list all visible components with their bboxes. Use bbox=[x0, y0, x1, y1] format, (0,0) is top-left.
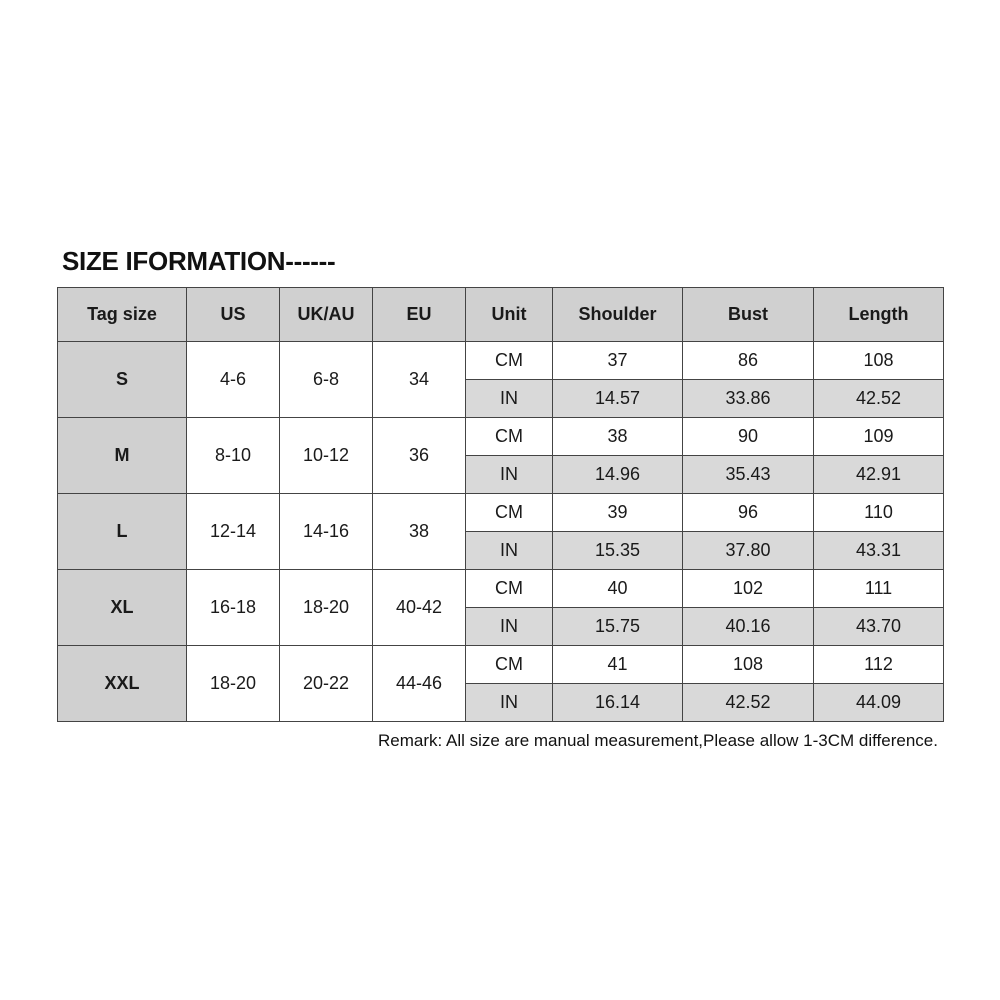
bust-cell: 42.52 bbox=[683, 684, 814, 722]
bust-cell: 90 bbox=[683, 418, 814, 456]
bust-cell: 108 bbox=[683, 646, 814, 684]
unit-cell: CM bbox=[466, 646, 553, 684]
header-uk-au: UK/AU bbox=[280, 288, 373, 342]
bust-cell: 35.43 bbox=[683, 456, 814, 494]
uk-au-size-cell: 18-20 bbox=[280, 570, 373, 646]
size-chart-table bbox=[57, 287, 944, 722]
us-size-cell: 8-10 bbox=[187, 418, 280, 494]
eu-size-cell: 34 bbox=[373, 342, 466, 418]
eu-size-cell: 36 bbox=[373, 418, 466, 494]
length-cell: 111 bbox=[814, 570, 944, 608]
shoulder-cell: 37 bbox=[553, 342, 683, 380]
length-cell: 110 bbox=[814, 494, 944, 532]
tag-size-cell: S bbox=[58, 342, 187, 418]
table-row bbox=[58, 418, 944, 456]
unit-cell: CM bbox=[466, 494, 553, 532]
unit-cell: CM bbox=[466, 342, 553, 380]
unit-cell: IN bbox=[466, 456, 553, 494]
table-row bbox=[58, 494, 944, 532]
header-bust: Bust bbox=[683, 288, 814, 342]
header-unit: Unit bbox=[466, 288, 553, 342]
length-cell: 44.09 bbox=[814, 684, 944, 722]
unit-cell: IN bbox=[466, 380, 553, 418]
header-us: US bbox=[187, 288, 280, 342]
shoulder-cell: 16.14 bbox=[553, 684, 683, 722]
bust-cell: 102 bbox=[683, 570, 814, 608]
us-size-cell: 4-6 bbox=[187, 342, 280, 418]
unit-cell: CM bbox=[466, 418, 553, 456]
remark-note: Remark: All size are manual measurement,Please allow 1-3CM difference. bbox=[378, 731, 938, 750]
bust-cell: 86 bbox=[683, 342, 814, 380]
page-title: SIZE IFORMATION------ bbox=[62, 246, 336, 276]
shoulder-cell: 41 bbox=[553, 646, 683, 684]
unit-cell: CM bbox=[466, 570, 553, 608]
shoulder-cell: 14.96 bbox=[553, 456, 683, 494]
header-shoulder: Shoulder bbox=[553, 288, 683, 342]
tag-size-cell: M bbox=[58, 418, 187, 494]
table-row bbox=[58, 342, 944, 380]
uk-au-size-cell: 14-16 bbox=[280, 494, 373, 570]
us-size-cell: 16-18 bbox=[187, 570, 280, 646]
shoulder-cell: 38 bbox=[553, 418, 683, 456]
eu-size-cell: 38 bbox=[373, 494, 466, 570]
length-cell: 109 bbox=[814, 418, 944, 456]
tag-size-cell: XL bbox=[58, 570, 187, 646]
bust-cell: 96 bbox=[683, 494, 814, 532]
shoulder-cell: 15.75 bbox=[553, 608, 683, 646]
table-header-row bbox=[58, 288, 944, 342]
us-size-cell: 18-20 bbox=[187, 646, 280, 722]
shoulder-cell: 39 bbox=[553, 494, 683, 532]
tag-size-cell: L bbox=[58, 494, 187, 570]
eu-size-cell: 44-46 bbox=[373, 646, 466, 722]
length-cell: 112 bbox=[814, 646, 944, 684]
tag-size-cell: XXL bbox=[58, 646, 187, 722]
bust-cell: 40.16 bbox=[683, 608, 814, 646]
bust-cell: 33.86 bbox=[683, 380, 814, 418]
table-row bbox=[58, 570, 944, 608]
length-cell: 43.31 bbox=[814, 532, 944, 570]
length-cell: 108 bbox=[814, 342, 944, 380]
uk-au-size-cell: 6-8 bbox=[280, 342, 373, 418]
table-row bbox=[58, 646, 944, 684]
uk-au-size-cell: 20-22 bbox=[280, 646, 373, 722]
uk-au-size-cell: 10-12 bbox=[280, 418, 373, 494]
shoulder-cell: 15.35 bbox=[553, 532, 683, 570]
bust-cell: 37.80 bbox=[683, 532, 814, 570]
length-cell: 42.91 bbox=[814, 456, 944, 494]
header-eu: EU bbox=[373, 288, 466, 342]
unit-cell: IN bbox=[466, 532, 553, 570]
eu-size-cell: 40-42 bbox=[373, 570, 466, 646]
unit-cell: IN bbox=[466, 684, 553, 722]
shoulder-cell: 14.57 bbox=[553, 380, 683, 418]
header-length: Length bbox=[814, 288, 944, 342]
header-tag-size: Tag size bbox=[58, 288, 187, 342]
length-cell: 42.52 bbox=[814, 380, 944, 418]
shoulder-cell: 40 bbox=[553, 570, 683, 608]
unit-cell: IN bbox=[466, 608, 553, 646]
us-size-cell: 12-14 bbox=[187, 494, 280, 570]
length-cell: 43.70 bbox=[814, 608, 944, 646]
